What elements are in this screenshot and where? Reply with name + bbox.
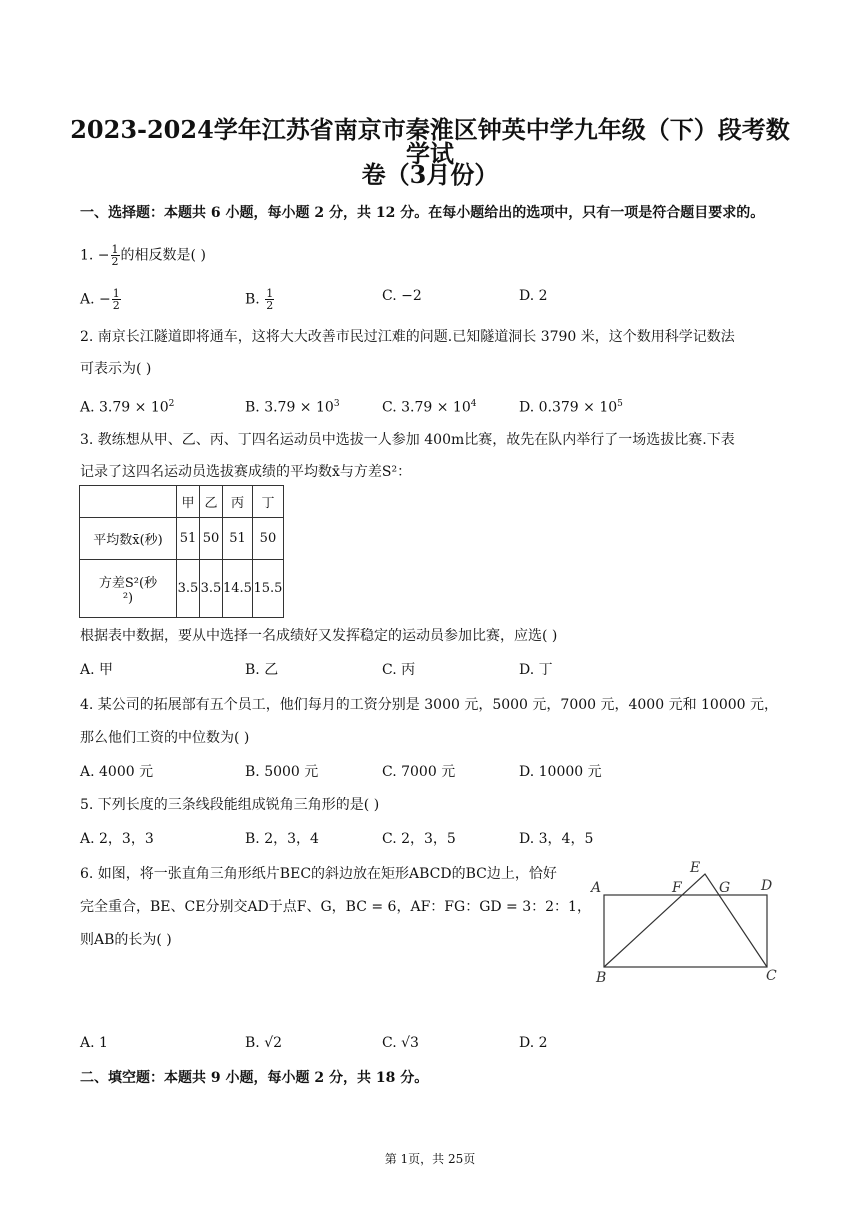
q2-c-text: C. 3.79 × 10 xyxy=(382,399,471,416)
table-header-cell: 丙 xyxy=(223,486,253,518)
q5-option-b: B. 2，3，4 xyxy=(245,831,319,847)
section1-heading: 一、选择题：本题共 6 小题，每小题 2 分，共 12 分。在每小题给出的选项中，只有一项是符合题目要求的。 xyxy=(80,205,765,221)
table-cell: 14.5 xyxy=(223,560,253,618)
q1-b-num: 1 xyxy=(266,287,274,300)
table-header-cell xyxy=(80,486,177,518)
q1-option-a xyxy=(80,288,122,311)
q6-option-a: A. 1 xyxy=(80,1035,108,1051)
label-f: F xyxy=(672,880,682,896)
q1-suffix: 的相反数是( ) xyxy=(120,247,206,264)
q4-option-d: D. 10000 元 xyxy=(519,764,602,780)
q1-option-c: C. −2 xyxy=(382,288,422,304)
q2-option-a xyxy=(80,396,174,416)
q5-option-c: C. 2，3，5 xyxy=(382,831,456,847)
table-cell: 15.5 xyxy=(252,560,283,618)
q2-option-d xyxy=(519,396,623,416)
exam-title-line1: 2023-2024学年江苏省南京市秦淮区钟英中学九年级（下）段考数学试 xyxy=(70,115,790,168)
table-cell: 51 xyxy=(177,518,200,560)
q1-b-prefix: B. xyxy=(245,291,265,308)
table-cell: 51 xyxy=(223,518,253,560)
q5-option-d: D. 3，4，5 xyxy=(519,831,594,847)
table-cell: 50 xyxy=(200,518,223,560)
q6-line2: 完全重合，BE、CE分别交AD于点F、G，BC = 6，AF：FG：GD = 3：2：1， xyxy=(80,899,591,915)
row2-label-part-a: 方差S²(秒 xyxy=(98,575,158,591)
q3-line3: 根据表中数据，要从中选择一名成绩好又发挥稳定的运动员参加比赛，应选( ) xyxy=(80,628,558,644)
q4-option-b: B. 5000 元 xyxy=(245,764,319,780)
q1-a-num: 1 xyxy=(112,287,120,300)
q1-a-fraction xyxy=(112,288,121,311)
table-header-cell: 甲 xyxy=(177,486,200,518)
table-header-cell: 乙 xyxy=(200,486,223,518)
table-cell: 3.5 xyxy=(200,560,223,618)
table-row xyxy=(80,560,284,618)
label-g: G xyxy=(719,880,731,896)
q5-option-a: A. 2，3，3 xyxy=(80,831,154,847)
q1-frac-den: 2 xyxy=(111,255,119,268)
label-c: C xyxy=(766,968,777,984)
table-row xyxy=(80,518,284,560)
q1-option-d: D. 2 xyxy=(519,288,548,304)
question-1 xyxy=(80,244,206,267)
q2-b-text: B. 3.79 × 10 xyxy=(245,399,334,416)
q1-a-den: 2 xyxy=(112,299,120,312)
q2-a-text: A. 3.79 × 10 xyxy=(80,399,169,416)
label-d: D xyxy=(761,878,773,894)
q2-d-text: D. 0.379 × 10 xyxy=(519,399,618,416)
page-footer: 第 1页，共 25页 xyxy=(384,1152,476,1166)
label-e: E xyxy=(690,860,701,876)
table-header-row xyxy=(80,486,284,518)
q6-line1: 6. 如图，将一张直角三角形纸片BEC的斜边放在矩形ABCD的BC边上，恰好 xyxy=(80,866,557,882)
table-row-label: 平均数x̄(秒) xyxy=(80,518,177,560)
q3-option-b: B. 乙 xyxy=(245,662,279,678)
q3-line1: 3. 教练想从甲、乙、丙、丁四名运动员中选拔一人参加 400m比赛，故先在队内举行了一场选拔比赛.下表 xyxy=(80,432,735,448)
q1-option-b xyxy=(245,288,275,311)
q2-c-exp: 4 xyxy=(470,399,477,409)
q5-line1: 5. 下列长度的三条线段能组成锐角三角形的是( ) xyxy=(80,797,380,813)
table-header-cell: 丁 xyxy=(252,486,283,518)
q6-line3: 则AB的长为( ) xyxy=(80,932,172,948)
q3-option-c: C. 丙 xyxy=(382,662,416,678)
q1-fraction xyxy=(111,244,120,267)
q2-b-exp: 3 xyxy=(333,399,340,409)
q2-line1: 2. 南京长江隧道即将通车，这将大大改善市民过江难的问题.已知隧道洞长 3790 米，这个数用科学记数法 xyxy=(80,329,735,345)
q6-option-c: C. √3 xyxy=(382,1035,419,1051)
label-b: B xyxy=(596,970,607,986)
q2-option-b xyxy=(245,396,340,416)
q1-a-prefix: A. − xyxy=(80,291,111,308)
q1-b-den: 2 xyxy=(266,299,274,312)
q6-option-b: B. √2 xyxy=(245,1035,283,1051)
q3-option-a: A. 甲 xyxy=(80,662,114,678)
q4-option-a: A. 4000 元 xyxy=(80,764,154,780)
label-a: A xyxy=(591,880,602,896)
q4-line1: 4. 某公司的拓展部有五个员工，他们每月的工资分别是 3000 元，5000 元，7000 元，4000 元和 10000 元， xyxy=(80,697,779,713)
q6-option-d: D. 2 xyxy=(519,1035,548,1051)
q2-a-exp: 2 xyxy=(168,399,175,409)
section2-heading: 二、填空题：本题共 9 小题，每小题 2 分，共 18 分。 xyxy=(80,1070,429,1086)
q4-option-c: C. 7000 元 xyxy=(382,764,456,780)
q4-line2: 那么他们工资的中位数为( ) xyxy=(80,730,250,746)
exam-title-line2: 卷（3月份） xyxy=(361,160,499,189)
q1-frac-num: 1 xyxy=(111,243,119,256)
table-cell: 3.5 xyxy=(177,560,200,618)
q3-score-table xyxy=(79,485,284,618)
q2-option-c xyxy=(382,396,476,416)
q2-line2: 可表示为( ) xyxy=(80,361,152,377)
table-row-label xyxy=(80,560,177,618)
table-cell: 50 xyxy=(252,518,283,560)
q3-option-d: D. 丁 xyxy=(519,662,553,678)
q1-prefix: 1. − xyxy=(80,247,110,264)
q1-b-fraction xyxy=(265,288,274,311)
q2-d-exp: 5 xyxy=(617,399,623,409)
triangle-bec xyxy=(604,874,767,967)
q6-geometry-figure xyxy=(590,858,790,988)
row2-label-part-b: ²) xyxy=(122,590,134,606)
q3-line2: 记录了这四名运动员选拔赛成绩的平均数x̄与方差S²： xyxy=(80,464,412,480)
